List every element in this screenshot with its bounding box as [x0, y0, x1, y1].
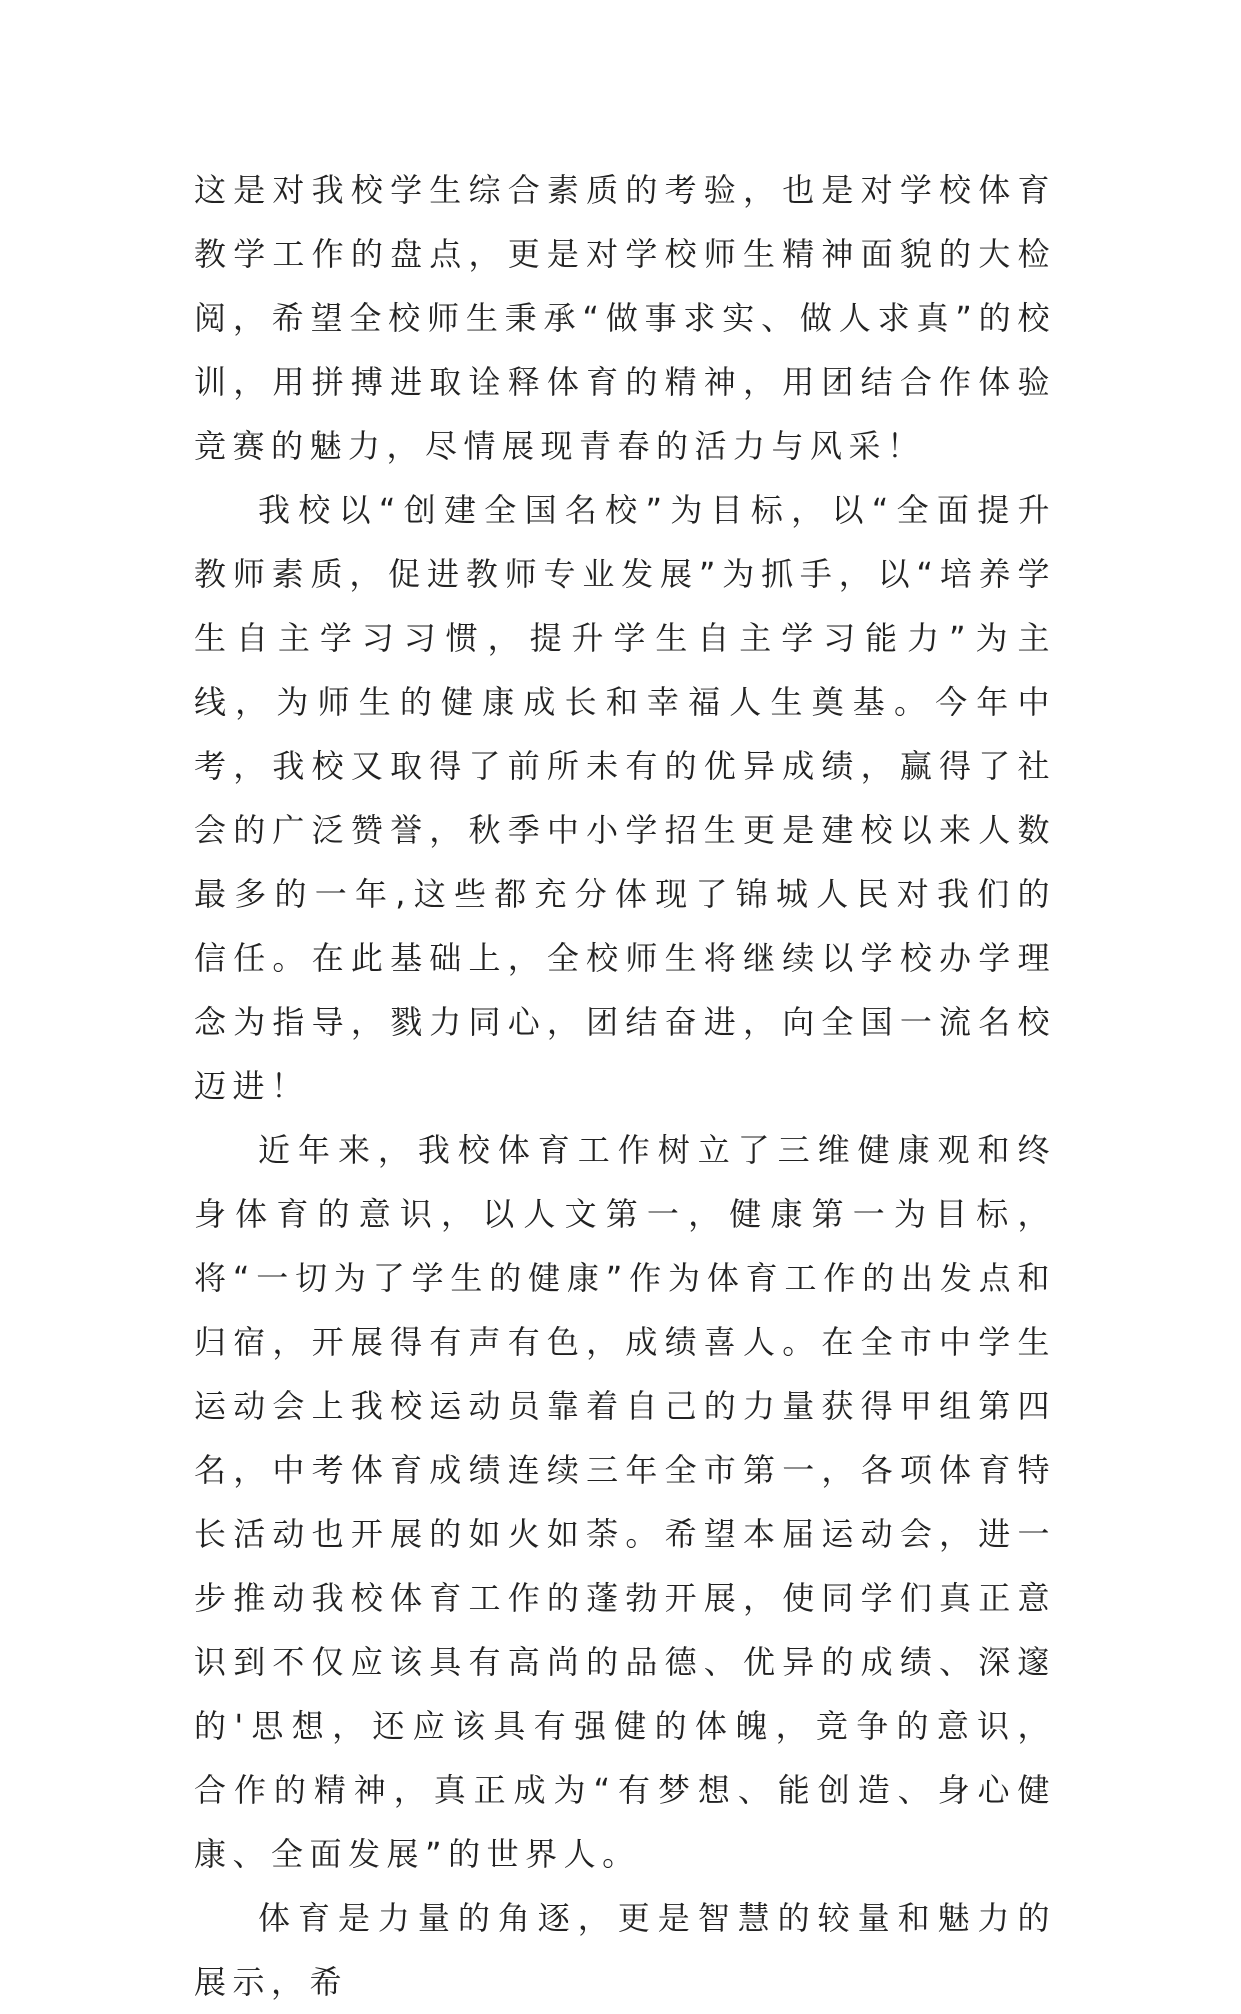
- paragraph-3: 近年来，我校体育工作树立了三维健康观和终身体育的意识，以人文第一，健康第一为目标，将“一切为了学生的健康”作为体育工作的出发点和归宿，开展得有声有色，成绩喜人。在全市中学生运动会上我校运动员靠着自己的力量获得甲组第四名，中考体育成绩连续三年全市第一，各项体育特长活动也开展的如火如荼。希望本届运动会，进一步推动我校体育工作的蓬勃开展，使同学们真正意识到不仅应该具有高尚的品德、优异的成绩、深邃的'思想，还应该具有强健的体魄，竞争的意识，合作的精神，真正成为“有梦想、能创造、身心健康、全面发展”的世界人。: [194, 1131, 1056, 1873]
- paragraph-4: 体育是力量的角逐，更是智慧的较量和魅力的展示，希: [194, 1899, 1056, 2001]
- document-body: [194, 158, 1056, 2014]
- paragraph-2: 我校以“创建全国名校”为目标，以“全面提升教师素质，促进教师专业发展”为抓手，以“培养学生自主学习习惯，提升学生自主学习能力”为主线，为师生的健康成长和幸福人生奠基。今年中考，我校又取得了前所未有的优异成绩，赢得了社会的广泛赞誉，秋季中小学招生更是建校以来人数最多的一年,这些都充分体现了锦城人民对我们的信任。在此基础上，全校师生将继续以学校办学理念为指导，戮力同心，团结奋进，向全国一流名校迈进！: [194, 491, 1056, 1105]
- paragraph-1: 这是对我校学生综合素质的考验，也是对学校体育教学工作的盘点，更是对学校师生精神面貌的大检阅，希望全校师生秉承“做事求实、做人求真”的校训，用拼搏进取诠释体育的精神，用团结合作体验竞赛的魅力，尽情展现青春的活力与风采！: [194, 171, 1056, 465]
